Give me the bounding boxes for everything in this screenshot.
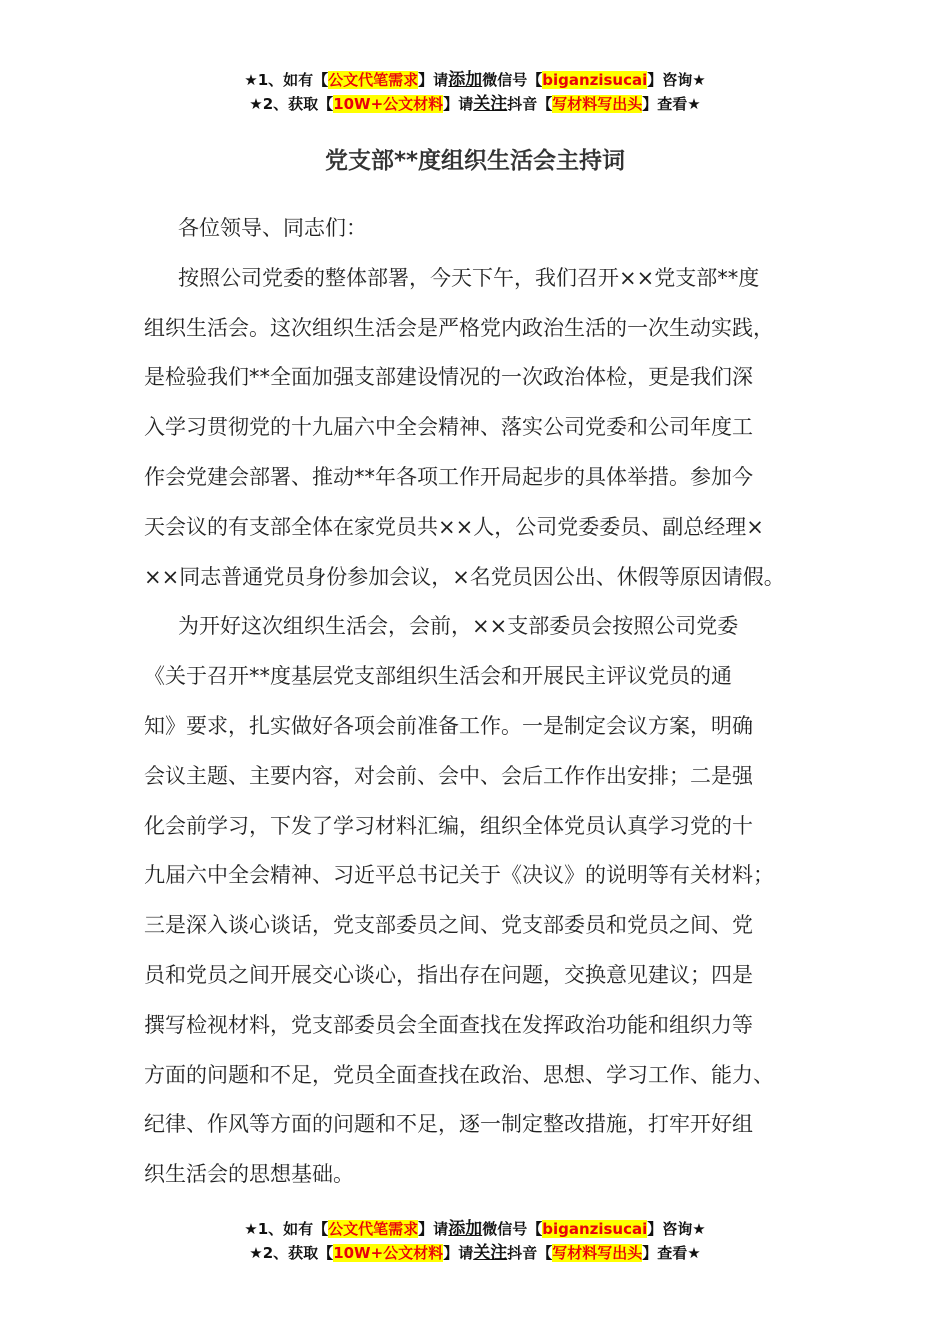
body-line: ××同志普通党员身份参加会议，×名党员因公出、休假等原因请假。 bbox=[144, 564, 785, 589]
body-line: 织生活会的思想基础。 bbox=[144, 1162, 354, 1187]
document-title: 党支部**度组织生活会主持词 bbox=[324, 148, 626, 174]
promo-text: ★2、获取【 bbox=[249, 95, 334, 113]
promo-line-2 bbox=[0, 92, 950, 116]
promo-text: ★2、获取【 bbox=[249, 1244, 334, 1262]
body-line: 天会议的有支部全体在家党员共××人，公司党委委员、副总经理× bbox=[144, 514, 764, 539]
promo-text: ★1、如有【 bbox=[244, 1220, 329, 1238]
body-line: 各位领导、同志们： bbox=[178, 216, 367, 240]
body-line: 九届六中全会精神、习近平总书记关于《决议》的说明等有关材料； bbox=[144, 863, 774, 888]
promo-text: 】请 bbox=[443, 1244, 474, 1262]
promo-text: 】查看★ bbox=[642, 95, 701, 113]
promo-highlight: biganzisucai bbox=[542, 71, 648, 89]
body-line: 会议主题、主要内容，对会前、会中、会后工作作出安排；二是强 bbox=[144, 763, 753, 788]
body-line: 方面的问题和不足，党员全面查找在政治、思想、学习工作、能力、 bbox=[144, 1062, 774, 1087]
body-line: 撰写检视材料，党支部委员会全面查找在发挥政治功能和组织力等 bbox=[144, 1012, 753, 1037]
promo-highlight: 公文代笔需求 bbox=[328, 1220, 419, 1238]
promo-highlight: 写材料写出头 bbox=[552, 1244, 643, 1262]
document-body bbox=[144, 204, 824, 1200]
promo-highlight: 公文代笔需求 bbox=[328, 71, 419, 89]
body-line: 按照公司党委的整体部署，今天下午，我们召开××党支部**度 bbox=[178, 265, 760, 290]
promo-highlight: biganzisucai bbox=[542, 1220, 648, 1238]
promo-line-2 bbox=[0, 1241, 950, 1265]
promo-text: 抖音【 bbox=[507, 95, 553, 113]
promo-emphasis: 添加 bbox=[448, 1219, 483, 1239]
promo-text: 】咨询★ bbox=[647, 1220, 706, 1238]
promo-highlight: 10W+公文材料 bbox=[333, 1244, 444, 1262]
promo-emphasis: 关注 bbox=[473, 1243, 508, 1263]
promo-text: 】请 bbox=[418, 1220, 449, 1238]
body-line: 员和党员之间开展交心谈心，指出存在问题，交换意见建议；四是 bbox=[144, 962, 753, 987]
body-line: 为开好这次组织生活会，会前，××支部委员会按照公司党委 bbox=[178, 614, 739, 639]
promo-text: 】查看★ bbox=[642, 1244, 701, 1262]
promo-banner-bottom bbox=[0, 1217, 950, 1265]
body-line: 三是深入谈心谈话，党支部委员之间、党支部委员和党员之间、党 bbox=[144, 913, 753, 938]
promo-text: ★1、如有【 bbox=[244, 71, 329, 89]
body-line: 入学习贯彻党的十九届六中全会精神、落实公司党委和公司年度工 bbox=[144, 415, 753, 440]
promo-text: 】咨询★ bbox=[647, 71, 706, 89]
promo-text: 】请 bbox=[418, 71, 449, 89]
promo-text: 微信号【 bbox=[482, 1220, 543, 1238]
promo-highlight: 写材料写出头 bbox=[552, 95, 643, 113]
promo-text: 微信号【 bbox=[482, 71, 543, 89]
body-line: 组织生活会。这次组织生活会是严格党内政治生活的一次生动实践， bbox=[144, 315, 774, 340]
promo-emphasis: 关注 bbox=[473, 94, 508, 114]
body-line: 作会党建会部署、推动**年各项工作开局起步的具体举措。参加今 bbox=[144, 464, 753, 489]
promo-banner-top bbox=[0, 68, 950, 116]
body-line: 知》要求，扎实做好各项会前准备工作。一是制定会议方案，明确 bbox=[144, 713, 753, 738]
promo-line-1 bbox=[0, 68, 950, 92]
promo-emphasis: 添加 bbox=[448, 70, 483, 90]
promo-line-1 bbox=[0, 1217, 950, 1241]
promo-text: 】请 bbox=[443, 95, 474, 113]
body-line: 化会前学习，下发了学习材料汇编，组织全体党员认真学习党的十 bbox=[144, 813, 753, 838]
promo-highlight: 10W+公文材料 bbox=[333, 95, 444, 113]
body-line: 是检验我们**全面加强支部建设情况的一次政治体检，更是我们深 bbox=[144, 365, 753, 390]
body-line: 《关于召开**度基层党支部组织生活会和开展民主评议党员的通 bbox=[144, 664, 732, 689]
body-line: 纪律、作风等方面的问题和不足，逐一制定整改措施，打牢开好组 bbox=[144, 1112, 753, 1137]
promo-text: 抖音【 bbox=[507, 1244, 553, 1262]
